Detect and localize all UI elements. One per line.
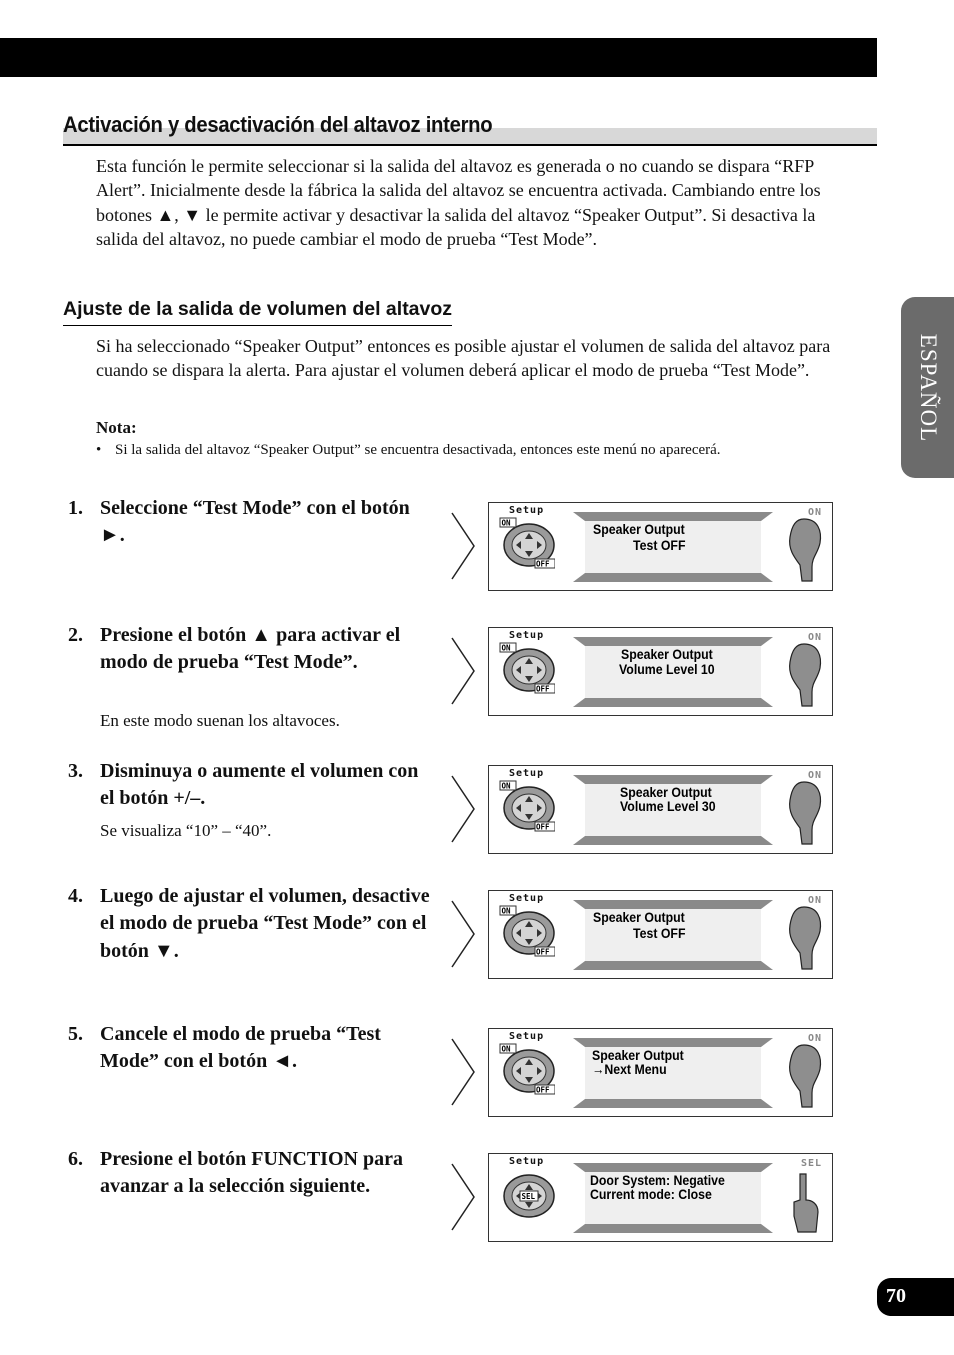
status-tag: ON (807, 507, 822, 518)
lcd-display-6 (488, 1153, 833, 1242)
display-line-2: Test OFF (633, 537, 686, 553)
display-line-1: Speaker Output (593, 909, 685, 925)
lcd-display-1 (488, 502, 833, 591)
language-tab-label: ESPAÑOL (915, 333, 941, 442)
chevron-right-icon (450, 1038, 476, 1106)
chevron-right-icon (450, 900, 476, 968)
display-line-2: Test OFF (633, 925, 686, 941)
off-label: OFF (536, 947, 550, 957)
setup-label: Setup (509, 1156, 545, 1167)
sub-intro-paragraph: Si ha seleccionado “Speaker Output” entonces es posible ajustar el volumen de salida del altavoz para cuando se dispara la alerta. Para ajustar el volumen deberá aplicar el modo de prueba “Test Mode”. (96, 336, 831, 381)
setup-label: Setup (509, 893, 545, 904)
display-line-1: Door System: Negative (590, 1172, 725, 1188)
off-label: OFF (536, 559, 550, 569)
status-tag: ON (807, 632, 822, 643)
step-text: Cancele el modo de prueba “Test Mode” con el botón ◄. (100, 1023, 381, 1073)
off-label: OFF (536, 684, 550, 694)
joystick-icon (499, 1168, 555, 1220)
note-text: Si la salida del altavoz “Speaker Output” se encuentra desactivada, entonces este menú no aparecerá. (115, 442, 721, 458)
on-label: ON (501, 518, 511, 528)
note-item (96, 440, 786, 461)
page-number: 70 (886, 1285, 906, 1307)
language-tab (901, 297, 954, 478)
status-tag: ON (807, 895, 822, 906)
lcd-display-2 (488, 627, 833, 716)
step-note: Se visualiza “10” – “40”. (100, 821, 272, 840)
chevron-right-icon (450, 775, 476, 843)
subsection-heading (63, 298, 452, 326)
step-text: Presione el botón ▲ para activar el modo de prueba “Test Mode”. (100, 624, 401, 674)
step-number: 1. (68, 497, 83, 519)
chevron-right-icon (450, 512, 476, 580)
step-number: 2. (68, 624, 83, 646)
bullet-icon: • (96, 442, 102, 458)
sel-label: SEL (521, 1192, 536, 1201)
section-title: Activación y desactivación del altavoz interno (63, 112, 493, 137)
status-tag: ON (807, 1033, 822, 1044)
on-label: ON (501, 643, 511, 653)
step-note: En este modo suenan los altavoces. (100, 711, 340, 730)
step-number: 6. (68, 1148, 83, 1170)
step-text: Disminuya o aumente el volumen con el botón +/–. (100, 760, 419, 810)
joystick-icon (499, 905, 555, 957)
step-text: Seleccione “Test Mode” con el botón ►. (100, 497, 410, 547)
display-line-2: Volume Level 30 (620, 798, 716, 814)
joystick-icon (499, 517, 555, 569)
step-number: 3. (68, 760, 83, 782)
chevron-right-icon (450, 637, 476, 705)
off-label: OFF (536, 1085, 550, 1095)
section-heading (63, 112, 877, 146)
page-number-badge (877, 1278, 954, 1316)
intro-paragraph: Esta función le permite seleccionar si la salida del altavoz es generada o no cuando se dispara “RFP Alert”. Inicialmente desde la fábrica la salida del altavoz se encuentra activada. Cambiando entre los botones ▲, ▼ le permite activar y desactivar la salida del altavoz “Speaker Output”. Si desactiva la salida del altavoz, no puede cambiar el modo de prueba “Test Mode”. (96, 156, 821, 250)
chevron-right-icon (450, 1163, 476, 1231)
lcd-display-5 (488, 1028, 833, 1117)
step-number: 4. (68, 885, 83, 907)
subsection-title: Ajuste de la salida de volumen del altavoz (63, 298, 452, 326)
lcd-display-4 (488, 890, 833, 979)
off-label: OFF (536, 822, 550, 832)
setup-label: Setup (509, 630, 545, 641)
joystick-icon (499, 642, 555, 694)
display-line-1: Speaker Output (620, 784, 712, 800)
status-tag: ON (807, 770, 822, 781)
note-label: Nota: (96, 418, 137, 437)
display-line-2: Volume Level 10 (619, 661, 715, 677)
status-tag: SEL (800, 1158, 822, 1169)
on-label: ON (501, 1044, 511, 1054)
step-text: Luego de ajustar el volumen, desactive el modo de prueba “Test Mode” con el botón ▼. (100, 885, 430, 962)
display-line-1: Speaker Output (592, 1047, 684, 1063)
step-text: Presione el botón FUNCTION para avanzar a la selección siguiente. (100, 1148, 403, 1198)
display-line-1: Speaker Output (621, 646, 713, 662)
joystick-icon (499, 780, 555, 832)
joystick-icon (499, 1043, 555, 1095)
display-line-2: →Next Menu (592, 1061, 667, 1077)
setup-label: Setup (509, 505, 545, 516)
lcd-display-3 (488, 765, 833, 854)
display-line-2: Current mode: Close (590, 1186, 712, 1202)
setup-label: Setup (509, 768, 545, 779)
on-label: ON (501, 781, 511, 791)
step-number: 5. (68, 1023, 83, 1045)
display-line-1: Speaker Output (593, 521, 685, 537)
setup-label: Setup (509, 1031, 545, 1042)
on-label: ON (501, 906, 511, 916)
header-bar (0, 38, 877, 77)
